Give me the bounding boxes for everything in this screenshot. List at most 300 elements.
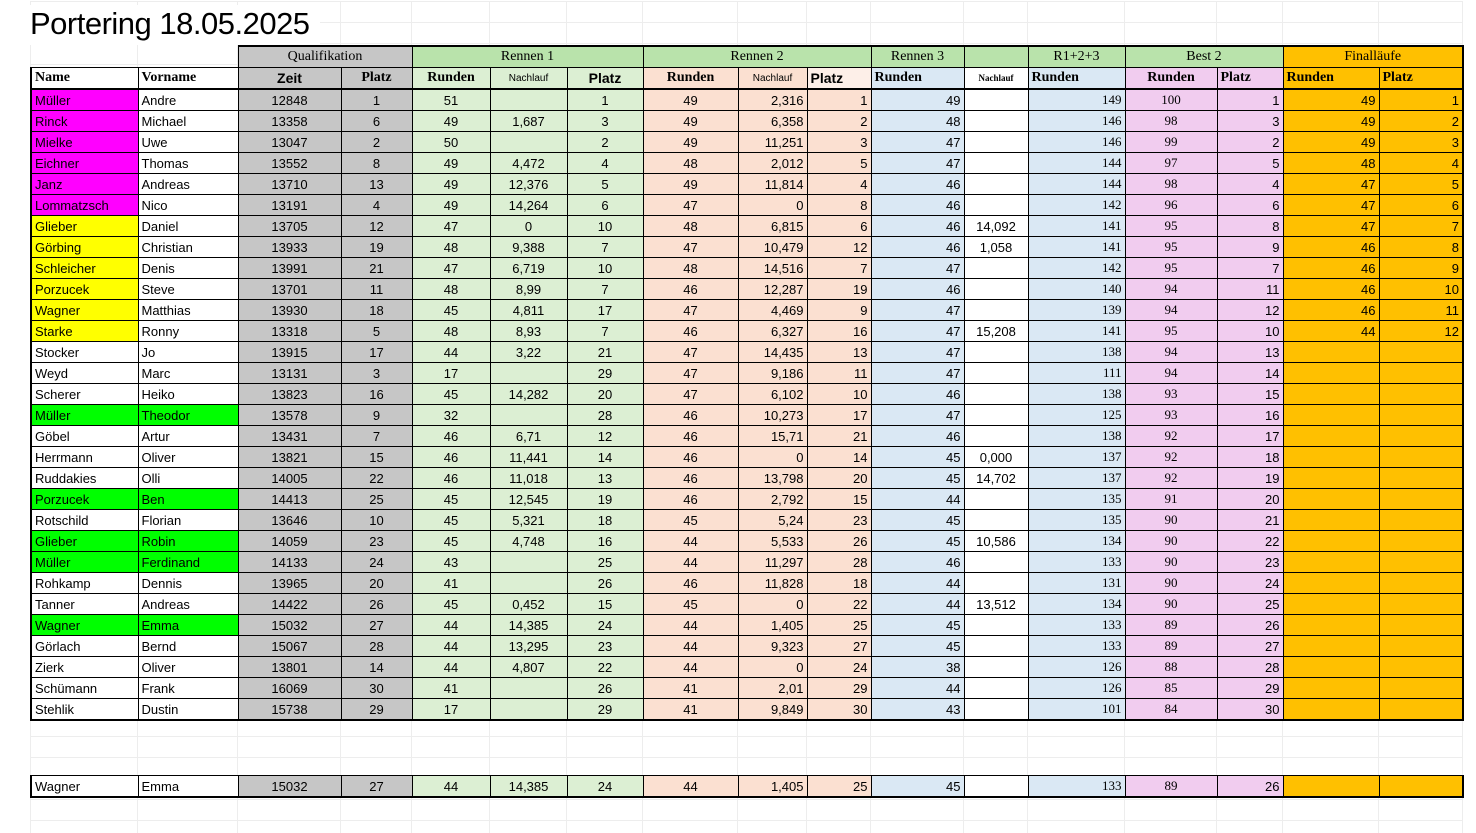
result-cell-12-r2_platz[interactable]: 16 [807,321,871,342]
result-cell-15-r3_runden[interactable]: 46 [871,384,964,405]
result-cell-14-zeit[interactable]: 13131 [238,363,341,384]
result-cell-12-vorname[interactable]: Ronny [138,321,238,342]
result-cell-30-r1_platz[interactable]: 29 [567,699,643,721]
result-cell-3-r2_platz[interactable]: 3 [807,132,871,153]
result-cell-21-r123_runden[interactable]: 135 [1028,510,1125,531]
result-cell-8-vorname[interactable]: Christian [138,237,238,258]
result-cell-17-name[interactable]: Göbel [31,426,138,447]
result-cell-17-r1_runden[interactable]: 46 [412,426,490,447]
result-cell-15-r3_nachlauf[interactable] [964,384,1028,405]
result-cell-6-vorname[interactable]: Nico [138,195,238,216]
result-cell-16-r1_nachlauf[interactable] [490,405,567,426]
result-cell-25-r2_runden[interactable]: 45 [643,594,738,615]
result-cell-11-zeit[interactable]: 13930 [238,300,341,321]
result-cell-17-r2_runden[interactable]: 46 [643,426,738,447]
result-cell-3-best2_platz[interactable]: 2 [1217,132,1283,153]
result-cell-10-r1_platz[interactable]: 7 [567,279,643,300]
result-cell-6-r3_runden[interactable]: 46 [871,195,964,216]
result-cell-20-r3_nachlauf[interactable] [964,489,1028,510]
result-cell-6-r1_platz[interactable]: 6 [567,195,643,216]
result-cell-16-r2_nachlauf[interactable]: 10,273 [738,405,807,426]
result-cell-6-r2_runden[interactable]: 47 [643,195,738,216]
result-cell-9-best2_runden[interactable]: 95 [1125,258,1217,279]
result-cell-8-r1_nachlauf[interactable]: 9,388 [490,237,567,258]
result-cell-8-r1_platz[interactable]: 7 [567,237,643,258]
result-cell-10-name[interactable]: Porzucek [31,279,138,300]
result-cell-12-r1_nachlauf[interactable]: 8,93 [490,321,567,342]
result-cell-6-zeit[interactable]: 13191 [238,195,341,216]
result-cell-27-best2_platz[interactable]: 27 [1217,636,1283,657]
result-cell-16-r2_runden[interactable]: 46 [643,405,738,426]
result-cell-15-name[interactable]: Scherer [31,384,138,405]
result-cell-25-r2_platz[interactable]: 22 [807,594,871,615]
result-cell-18-r1_platz[interactable]: 14 [567,447,643,468]
result-cell-5-r3_nachlauf[interactable] [964,174,1028,195]
result-cell-13-final_runden[interactable] [1283,342,1379,363]
result-cell-20-r2_runden[interactable]: 46 [643,489,738,510]
result-cell-27-r3_runden[interactable]: 45 [871,636,964,657]
result-cell-4-r2_platz[interactable]: 5 [807,153,871,174]
result-cell-20-r1_runden[interactable]: 45 [412,489,490,510]
result-cell-27-best2_runden[interactable]: 89 [1125,636,1217,657]
result-cell-13-r2_nachlauf[interactable]: 14,435 [738,342,807,363]
result-cell-23-r2_platz[interactable]: 28 [807,552,871,573]
result-cell-29-final_platz[interactable] [1379,678,1463,699]
result-cell-18-vorname[interactable]: Oliver [138,447,238,468]
result-cell-29-final_runden[interactable] [1283,678,1379,699]
result-cell-25-r3_runden[interactable]: 44 [871,594,964,615]
result-cell-24-r123_runden[interactable]: 131 [1028,573,1125,594]
result-cell-19-final_runden[interactable] [1283,468,1379,489]
result-cell-2-r3_nachlauf[interactable] [964,111,1028,132]
result-cell-19-r1_nachlauf[interactable]: 11,018 [490,468,567,489]
result-cell-8-r2_platz[interactable]: 12 [807,237,871,258]
result-cell-28-r2_platz[interactable]: 24 [807,657,871,678]
result-cell-11-best2_runden[interactable]: 94 [1125,300,1217,321]
group-header-rennen-1[interactable]: Rennen 1 [412,46,643,68]
result-cell-14-r2_runden[interactable]: 47 [643,363,738,384]
result-cell-17-r2_platz[interactable]: 21 [807,426,871,447]
result-cell-2-name[interactable]: Rinck [31,111,138,132]
result-cell-13-r123_runden[interactable]: 138 [1028,342,1125,363]
result-cell-14-r1_runden[interactable]: 17 [412,363,490,384]
result-cell-28-r123_runden[interactable]: 126 [1028,657,1125,678]
result-cell-26-r1_platz[interactable]: 24 [567,615,643,636]
result-cell-13-best2_runden[interactable]: 94 [1125,342,1217,363]
result-cell-8-best2_runden[interactable]: 95 [1125,237,1217,258]
result-cell-17-best2_runden[interactable]: 92 [1125,426,1217,447]
col-header-r123_runden[interactable]: Runden [1028,68,1125,90]
result-cell-7-name[interactable]: Glieber [31,216,138,237]
result-cell-29-r2_nachlauf[interactable]: 2,01 [738,678,807,699]
result-cell-15-r1_runden[interactable]: 45 [412,384,490,405]
result-cell-14-vorname[interactable]: Marc [138,363,238,384]
result-cell-5-r2_platz[interactable]: 4 [807,174,871,195]
result-cell-5-best2_runden[interactable]: 98 [1125,174,1217,195]
result-cell-25-name[interactable]: Tanner [31,594,138,615]
result-cell-16-r1_runden[interactable]: 32 [412,405,490,426]
group-header-rennen-3[interactable]: Rennen 3 [871,46,964,68]
result-cell-8-platz_q[interactable]: 19 [341,237,412,258]
result-cell-6-r2_platz[interactable]: 8 [807,195,871,216]
result-cell-28-r1_nachlauf[interactable]: 4,807 [490,657,567,678]
result-cell-9-name[interactable]: Schleicher [31,258,138,279]
col-header-r3_nachlauf[interactable]: Nachlauf [964,68,1028,90]
result-cell-4-r2_runden[interactable]: 48 [643,153,738,174]
result-cell-30-r2_runden[interactable]: 41 [643,699,738,721]
result-cell-9-final_runden[interactable]: 46 [1283,258,1379,279]
result-cell-18-platz_q[interactable]: 15 [341,447,412,468]
result-cell-24-best2_runden[interactable]: 90 [1125,573,1217,594]
result-cell-29-r2_runden[interactable]: 41 [643,678,738,699]
col-header-best2_platz[interactable]: Platz [1217,68,1283,90]
result-cell-5-r1_runden[interactable]: 49 [412,174,490,195]
result-cell-29-r3_runden[interactable]: 44 [871,678,964,699]
group-header-qualifikation[interactable]: Qualifikation [238,46,412,68]
result-cell-23-zeit[interactable]: 14133 [238,552,341,573]
footer-cell-1-r1_platz[interactable]: 24 [567,776,643,798]
result-cell-30-r1_runden[interactable]: 17 [412,699,490,721]
result-cell-28-final_runden[interactable] [1283,657,1379,678]
result-cell-23-r3_runden[interactable]: 46 [871,552,964,573]
result-cell-21-zeit[interactable]: 13646 [238,510,341,531]
result-cell-10-best2_platz[interactable]: 11 [1217,279,1283,300]
result-cell-29-r1_runden[interactable]: 41 [412,678,490,699]
footer-cell-1-final_runden[interactable] [1283,776,1379,798]
result-cell-12-r1_platz[interactable]: 7 [567,321,643,342]
result-cell-13-r3_nachlauf[interactable] [964,342,1028,363]
result-cell-19-zeit[interactable]: 14005 [238,468,341,489]
result-cell-10-r3_runden[interactable]: 46 [871,279,964,300]
result-cell-23-final_runden[interactable] [1283,552,1379,573]
result-cell-20-vorname[interactable]: Ben [138,489,238,510]
col-header-best2_runden[interactable]: Runden [1125,68,1217,90]
result-cell-14-r1_nachlauf[interactable] [490,363,567,384]
result-cell-22-final_platz[interactable] [1379,531,1463,552]
col-header-r2_platz[interactable]: Platz [807,68,871,90]
result-cell-21-r2_nachlauf[interactable]: 5,24 [738,510,807,531]
result-cell-20-final_platz[interactable] [1379,489,1463,510]
result-cell-12-r3_runden[interactable]: 47 [871,321,964,342]
group-header-blank[interactable] [964,46,1028,68]
result-cell-25-r2_nachlauf[interactable]: 0 [738,594,807,615]
result-cell-2-r3_runden[interactable]: 48 [871,111,964,132]
result-cell-10-r2_nachlauf[interactable]: 12,287 [738,279,807,300]
result-cell-16-best2_runden[interactable]: 93 [1125,405,1217,426]
result-cell-7-zeit[interactable]: 13705 [238,216,341,237]
result-cell-26-final_platz[interactable] [1379,615,1463,636]
result-cell-28-r3_runden[interactable]: 38 [871,657,964,678]
result-cell-8-r3_runden[interactable]: 46 [871,237,964,258]
result-cell-25-final_platz[interactable] [1379,594,1463,615]
result-cell-22-r1_platz[interactable]: 16 [567,531,643,552]
result-cell-1-best2_runden[interactable]: 100 [1125,89,1217,111]
result-cell-27-r123_runden[interactable]: 133 [1028,636,1125,657]
result-cell-2-r1_nachlauf[interactable]: 1,687 [490,111,567,132]
result-cell-26-r3_nachlauf[interactable] [964,615,1028,636]
result-cell-22-r2_platz[interactable]: 26 [807,531,871,552]
result-cell-5-final_runden[interactable]: 47 [1283,174,1379,195]
result-cell-17-zeit[interactable]: 13431 [238,426,341,447]
result-cell-22-final_runden[interactable] [1283,531,1379,552]
result-cell-13-vorname[interactable]: Jo [138,342,238,363]
result-cell-16-zeit[interactable]: 13578 [238,405,341,426]
col-header-zeit[interactable]: Zeit [238,68,341,90]
result-cell-3-r1_platz[interactable]: 2 [567,132,643,153]
result-cell-18-best2_runden[interactable]: 92 [1125,447,1217,468]
result-cell-19-r3_runden[interactable]: 45 [871,468,964,489]
result-cell-7-r2_runden[interactable]: 48 [643,216,738,237]
result-cell-1-r2_nachlauf[interactable]: 2,316 [738,89,807,111]
result-cell-30-final_platz[interactable] [1379,699,1463,721]
result-cell-24-r1_platz[interactable]: 26 [567,573,643,594]
result-cell-1-best2_platz[interactable]: 1 [1217,89,1283,111]
result-cell-18-final_runden[interactable] [1283,447,1379,468]
result-cell-19-r2_platz[interactable]: 20 [807,468,871,489]
result-cell-12-r2_nachlauf[interactable]: 6,327 [738,321,807,342]
result-cell-1-r3_runden[interactable]: 49 [871,89,964,111]
result-cell-11-vorname[interactable]: Matthias [138,300,238,321]
result-cell-23-r2_nachlauf[interactable]: 11,297 [738,552,807,573]
result-cell-24-final_runden[interactable] [1283,573,1379,594]
result-cell-4-zeit[interactable]: 13552 [238,153,341,174]
result-cell-30-platz_q[interactable]: 29 [341,699,412,721]
result-cell-7-r1_nachlauf[interactable]: 0 [490,216,567,237]
result-cell-4-final_runden[interactable]: 48 [1283,153,1379,174]
result-cell-5-r2_runden[interactable]: 49 [643,174,738,195]
result-cell-10-r1_runden[interactable]: 48 [412,279,490,300]
result-cell-9-vorname[interactable]: Denis [138,258,238,279]
result-cell-1-r1_nachlauf[interactable] [490,89,567,111]
result-cell-2-best2_platz[interactable]: 3 [1217,111,1283,132]
result-cell-8-r2_runden[interactable]: 47 [643,237,738,258]
result-cell-7-final_runden[interactable]: 47 [1283,216,1379,237]
result-cell-16-final_runden[interactable] [1283,405,1379,426]
result-cell-18-r2_nachlauf[interactable]: 0 [738,447,807,468]
result-cell-15-r2_platz[interactable]: 10 [807,384,871,405]
result-cell-7-final_platz[interactable]: 7 [1379,216,1463,237]
result-cell-9-r123_runden[interactable]: 142 [1028,258,1125,279]
result-cell-11-best2_platz[interactable]: 12 [1217,300,1283,321]
result-cell-11-final_platz[interactable]: 11 [1379,300,1463,321]
result-cell-5-r123_runden[interactable]: 144 [1028,174,1125,195]
result-cell-24-best2_platz[interactable]: 24 [1217,573,1283,594]
result-cell-17-r1_nachlauf[interactable]: 6,71 [490,426,567,447]
result-cell-25-final_runden[interactable] [1283,594,1379,615]
result-cell-25-zeit[interactable]: 14422 [238,594,341,615]
result-cell-7-vorname[interactable]: Daniel [138,216,238,237]
result-cell-11-platz_q[interactable]: 18 [341,300,412,321]
result-cell-14-r1_platz[interactable]: 29 [567,363,643,384]
result-cell-4-r3_nachlauf[interactable] [964,153,1028,174]
result-cell-22-r123_runden[interactable]: 134 [1028,531,1125,552]
result-cell-14-r3_nachlauf[interactable] [964,363,1028,384]
result-cell-23-r1_platz[interactable]: 25 [567,552,643,573]
result-cell-19-r123_runden[interactable]: 137 [1028,468,1125,489]
col-header-r1_runden[interactable]: Runden [412,68,490,90]
result-cell-18-r2_platz[interactable]: 14 [807,447,871,468]
result-cell-1-r123_runden[interactable]: 149 [1028,89,1125,111]
result-cell-26-name[interactable]: Wagner [31,615,138,636]
footer-cell-1-name[interactable]: Wagner [31,776,138,798]
result-cell-21-r1_runden[interactable]: 45 [412,510,490,531]
col-header-r1_nachlauf[interactable]: Nachlauf [490,68,567,90]
result-cell-17-r123_runden[interactable]: 138 [1028,426,1125,447]
result-cell-20-zeit[interactable]: 14413 [238,489,341,510]
result-cell-24-name[interactable]: Rohkamp [31,573,138,594]
result-cell-29-r1_nachlauf[interactable] [490,678,567,699]
result-cell-22-r1_runden[interactable]: 45 [412,531,490,552]
result-cell-27-r1_runden[interactable]: 44 [412,636,490,657]
result-cell-10-r2_runden[interactable]: 46 [643,279,738,300]
footer-cell-1-r3_nachlauf[interactable] [964,776,1028,798]
result-cell-1-r1_runden[interactable]: 51 [412,89,490,111]
result-cell-20-r1_nachlauf[interactable]: 12,545 [490,489,567,510]
result-cell-3-best2_runden[interactable]: 99 [1125,132,1217,153]
result-cell-27-r2_platz[interactable]: 27 [807,636,871,657]
result-cell-30-best2_platz[interactable]: 30 [1217,699,1283,721]
result-cell-7-best2_platz[interactable]: 8 [1217,216,1283,237]
result-cell-22-vorname[interactable]: Robin [138,531,238,552]
col-header-name[interactable]: Name [31,68,138,90]
result-cell-3-r2_nachlauf[interactable]: 11,251 [738,132,807,153]
result-cell-9-r3_runden[interactable]: 47 [871,258,964,279]
result-cell-20-best2_platz[interactable]: 20 [1217,489,1283,510]
result-cell-25-best2_runden[interactable]: 90 [1125,594,1217,615]
result-cell-25-r123_runden[interactable]: 134 [1028,594,1125,615]
result-cell-5-final_platz[interactable]: 5 [1379,174,1463,195]
result-cell-4-r3_runden[interactable]: 47 [871,153,964,174]
result-cell-9-r2_runden[interactable]: 48 [643,258,738,279]
result-cell-10-vorname[interactable]: Steve [138,279,238,300]
result-cell-29-r1_platz[interactable]: 26 [567,678,643,699]
footer-cell-1-r3_runden[interactable]: 45 [871,776,964,798]
result-cell-18-r2_runden[interactable]: 46 [643,447,738,468]
result-cell-6-platz_q[interactable]: 4 [341,195,412,216]
result-cell-2-r2_platz[interactable]: 2 [807,111,871,132]
result-cell-26-r3_runden[interactable]: 45 [871,615,964,636]
result-cell-28-best2_runden[interactable]: 88 [1125,657,1217,678]
result-cell-19-final_platz[interactable] [1379,468,1463,489]
result-cell-3-zeit[interactable]: 13047 [238,132,341,153]
result-cell-29-best2_platz[interactable]: 29 [1217,678,1283,699]
result-cell-16-r3_runden[interactable]: 47 [871,405,964,426]
result-cell-7-r123_runden[interactable]: 141 [1028,216,1125,237]
result-cell-27-r3_nachlauf[interactable] [964,636,1028,657]
result-cell-12-r1_runden[interactable]: 48 [412,321,490,342]
result-cell-28-final_platz[interactable] [1379,657,1463,678]
result-cell-25-vorname[interactable]: Andreas [138,594,238,615]
result-cell-14-r2_nachlauf[interactable]: 9,186 [738,363,807,384]
group-header-r1-2-3[interactable]: R1+2+3 [1028,46,1125,68]
result-cell-21-r1_nachlauf[interactable]: 5,321 [490,510,567,531]
result-cell-9-r1_nachlauf[interactable]: 6,719 [490,258,567,279]
result-cell-30-zeit[interactable]: 15738 [238,699,341,721]
footer-cell-1-r2_platz[interactable]: 25 [807,776,871,798]
result-cell-5-r2_nachlauf[interactable]: 11,814 [738,174,807,195]
result-cell-19-platz_q[interactable]: 22 [341,468,412,489]
result-cell-19-vorname[interactable]: Olli [138,468,238,489]
footer-cell-1-r2_nachlauf[interactable]: 1,405 [738,776,807,798]
result-cell-17-final_runden[interactable] [1283,426,1379,447]
result-cell-9-final_platz[interactable]: 9 [1379,258,1463,279]
result-cell-26-platz_q[interactable]: 27 [341,615,412,636]
result-cell-16-r3_nachlauf[interactable] [964,405,1028,426]
result-cell-11-final_runden[interactable]: 46 [1283,300,1379,321]
result-cell-19-r1_runden[interactable]: 46 [412,468,490,489]
result-cell-23-vorname[interactable]: Ferdinand [138,552,238,573]
result-cell-12-final_runden[interactable]: 44 [1283,321,1379,342]
result-cell-27-r1_platz[interactable]: 23 [567,636,643,657]
result-cell-2-platz_q[interactable]: 6 [341,111,412,132]
result-cell-23-final_platz[interactable] [1379,552,1463,573]
result-cell-27-r2_nachlauf[interactable]: 9,323 [738,636,807,657]
result-cell-23-name[interactable]: Müller [31,552,138,573]
result-cell-30-r2_platz[interactable]: 30 [807,699,871,721]
result-cell-12-r2_runden[interactable]: 46 [643,321,738,342]
result-cell-4-best2_runden[interactable]: 97 [1125,153,1217,174]
result-cell-3-vorname[interactable]: Uwe [138,132,238,153]
result-cell-2-zeit[interactable]: 13358 [238,111,341,132]
group-header-best-2[interactable]: Best 2 [1125,46,1283,68]
result-cell-29-name[interactable]: Schümann [31,678,138,699]
result-cell-3-r123_runden[interactable]: 146 [1028,132,1125,153]
result-cell-4-vorname[interactable]: Thomas [138,153,238,174]
result-cell-1-vorname[interactable]: Andre [138,89,238,111]
result-cell-24-r3_runden[interactable]: 44 [871,573,964,594]
result-cell-7-r3_runden[interactable]: 46 [871,216,964,237]
result-cell-7-r2_platz[interactable]: 6 [807,216,871,237]
result-cell-3-final_platz[interactable]: 3 [1379,132,1463,153]
result-cell-22-r2_runden[interactable]: 44 [643,531,738,552]
result-cell-1-r2_platz[interactable]: 1 [807,89,871,111]
result-cell-4-best2_platz[interactable]: 5 [1217,153,1283,174]
result-cell-27-vorname[interactable]: Bernd [138,636,238,657]
result-cell-27-name[interactable]: Görlach [31,636,138,657]
footer-cell-1-best2_platz[interactable]: 26 [1217,776,1283,798]
result-cell-6-best2_platz[interactable]: 6 [1217,195,1283,216]
result-cell-25-r3_nachlauf[interactable]: 13,512 [964,594,1028,615]
result-cell-29-zeit[interactable]: 16069 [238,678,341,699]
result-cell-8-final_platz[interactable]: 8 [1379,237,1463,258]
result-cell-13-zeit[interactable]: 13915 [238,342,341,363]
result-cell-22-r3_nachlauf[interactable]: 10,586 [964,531,1028,552]
result-cell-29-vorname[interactable]: Frank [138,678,238,699]
result-cell-8-final_runden[interactable]: 46 [1283,237,1379,258]
result-cell-21-r1_platz[interactable]: 18 [567,510,643,531]
result-cell-29-platz_q[interactable]: 30 [341,678,412,699]
result-cell-4-r2_nachlauf[interactable]: 2,012 [738,153,807,174]
result-cell-27-final_platz[interactable] [1379,636,1463,657]
result-cell-22-name[interactable]: Glieber [31,531,138,552]
result-cell-2-r1_runden[interactable]: 49 [412,111,490,132]
result-cell-10-final_runden[interactable]: 46 [1283,279,1379,300]
result-cell-18-r3_nachlauf[interactable]: 0,000 [964,447,1028,468]
result-cell-23-platz_q[interactable]: 24 [341,552,412,573]
result-cell-15-zeit[interactable]: 13823 [238,384,341,405]
result-cell-17-final_platz[interactable] [1379,426,1463,447]
result-cell-10-r1_nachlauf[interactable]: 8,99 [490,279,567,300]
result-cell-28-r1_platz[interactable]: 22 [567,657,643,678]
col-header-r2_runden[interactable]: Runden [643,68,738,90]
result-cell-1-platz_q[interactable]: 1 [341,89,412,111]
result-cell-16-r2_platz[interactable]: 17 [807,405,871,426]
result-cell-7-r1_platz[interactable]: 10 [567,216,643,237]
result-cell-18-best2_platz[interactable]: 18 [1217,447,1283,468]
result-cell-4-r1_runden[interactable]: 49 [412,153,490,174]
result-cell-2-final_platz[interactable]: 2 [1379,111,1463,132]
result-cell-13-r1_runden[interactable]: 44 [412,342,490,363]
